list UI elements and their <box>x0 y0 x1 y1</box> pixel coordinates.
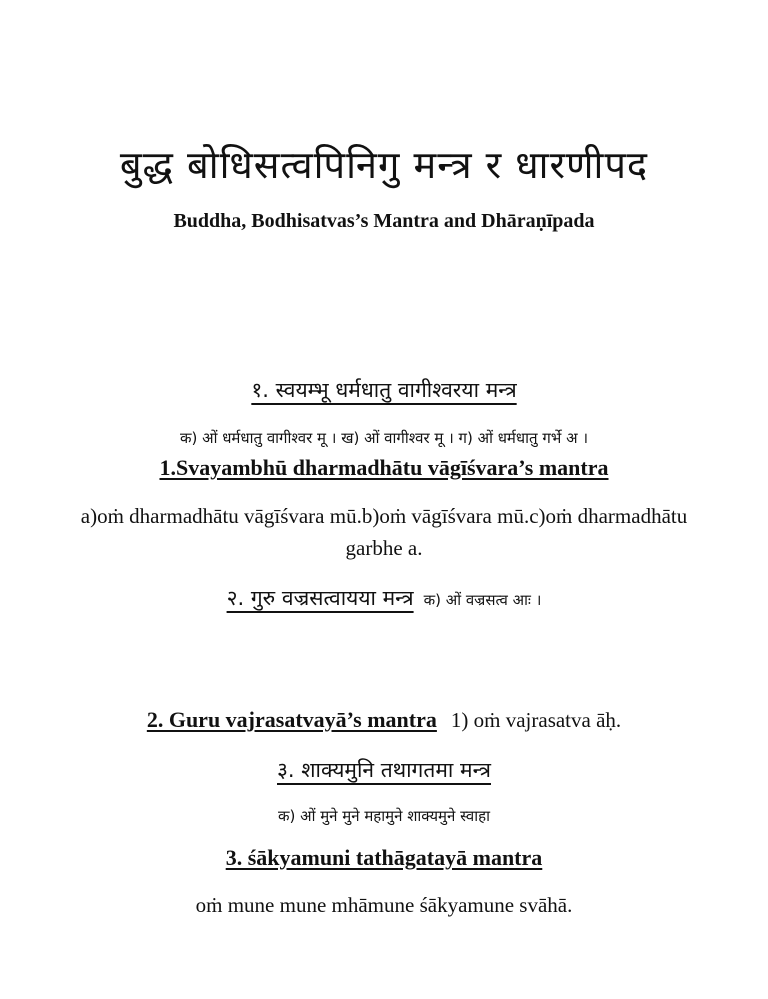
section2-heading-devanagari: २. गुरु वज्रसत्वायया मन्त्र <box>226 586 414 610</box>
section3-heading-english: 3. śākyamuni tathāgatayā mantra <box>225 845 543 870</box>
section2-mantra-devanagari: क) ओं वज्रसत्व आः । <box>423 591 542 609</box>
section3-mantra-devanagari: क) ओं मुने मुने महामुने शाक्यमुने स्वाहा <box>277 807 491 825</box>
section2-english-row <box>0 707 768 733</box>
section2-heading-english: 2. Guru vajrasatvayā’s mantra <box>146 707 437 732</box>
section2-mantra-english: 1) oṁ vajrasatva āḥ. <box>450 708 622 732</box>
section3-heading-devanagari: ३. शाक्यमुनि तथागतमा मन्त्र <box>277 758 491 782</box>
section1-mantra-english: a)oṁ dharmadhātu vāgīśvara mū.b)oṁ vāgīśvara mū.c)oṁ dharmadhātu garbhe a. <box>80 504 688 560</box>
section2-devanagari-row <box>0 584 768 612</box>
section1-heading-english: 1.Svayambhū dharmadhātu vāgīśvara’s mantra <box>159 455 609 480</box>
section3-mantra-english: oṁ mune mune mhāmune śākyamune svāhā. <box>195 893 573 917</box>
page-title-devanagari: बुद्ध बोधिसत्वपिनिगु मन्त्र र धारणीपद <box>119 143 649 187</box>
section1-heading-devanagari: १. स्वयम्भू धर्मधातु वागीश्वरया मन्त्र <box>251 378 517 402</box>
page-title-english: Buddha, Bodhisatvas’s Mantra and Dhāraṇīpada <box>173 210 595 232</box>
section1-mantra-devanagari: क) ओं धर्मधातु वागीश्वर मू । ख) ओं वागीश्वर मू । ग) ओं धर्मधातु गर्भे अ । <box>179 429 589 447</box>
